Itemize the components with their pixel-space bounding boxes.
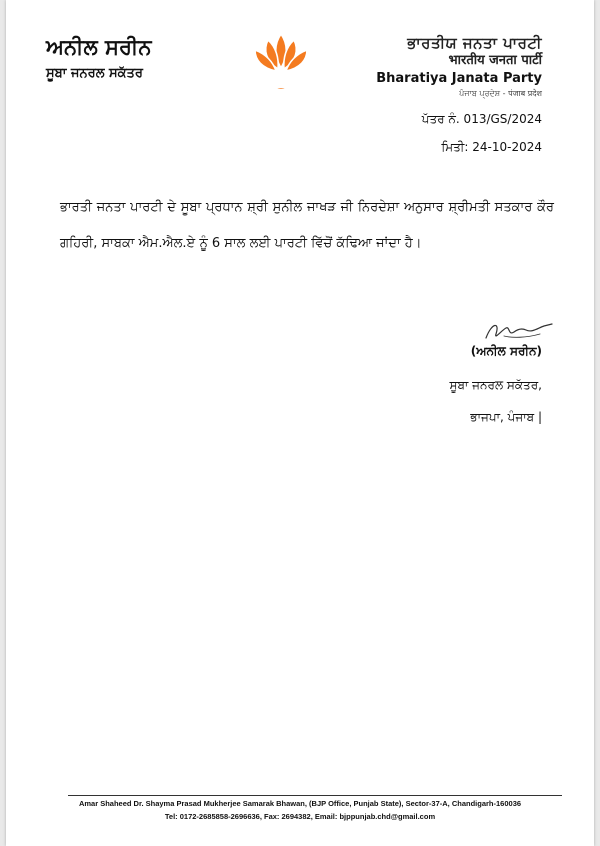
- letter-body: ਭਾਰਤੀ ਜਨਤਾ ਪਾਰਟੀ ਦੇ ਸੂਬਾ ਪ੍ਰਧਾਨ ਸ਼੍ਰੀ ਸੁਨੀਲ ਜਾਖੜ ਜੀ ਨਿਰਦੇਸ਼ਾ ਅਨੁਸਾਰ ਸ਼੍ਰੀਮਤੀ ਸਤਕਾਰ ਕੌਰ ਗਹਿਰੀ, ਸਾਬਕਾ ਐਮ.ਐਲ.ਏ ਨੂੰ 6 ਸਾਲ ਲਈ ਪਾਰਟੀ ਵਿੱਚੋਂ ਕੱਢਿਆ ਜਾਂਦਾ ਹੈ।: [60, 200, 554, 251]
- sender-block: [46, 34, 151, 81]
- party-name-english: Bharatiya Janata Party: [376, 71, 542, 86]
- handwritten-signature: [482, 316, 556, 346]
- footer-address: Amar Shaheed Dr. Shayma Prasad Mukherjee Samarak Bhawan, (BJP Office, Punjab State), Sector-37-A, Chandigarh-160036: [78, 799, 522, 808]
- signatory-organization: ਭਾਜਪਾ, ਪੰਜਾਬ |: [470, 410, 542, 424]
- party-unit: ਪੰਜਾਬ ਪ੍ਰਦੇਸ਼ - पंजाब प्रदेश: [459, 89, 542, 98]
- footer-contact: Tel: 0172-2685858-2696636, Fax: 2694382, Email: bjppunjab.chd@gmail.com: [164, 812, 436, 821]
- signatory-title: ਸੂਬਾ ਜਨਰਲ ਸਕੱਤਰ,: [449, 378, 542, 392]
- sender-title: ਸੂਬਾ ਜਨਰਲ ਸਕੱਤਰ: [46, 66, 143, 81]
- sender-name: ਅਨੀਲ ਸਰੀਨ: [46, 35, 152, 59]
- letterhead-page: [6, 0, 594, 846]
- party-block: [376, 34, 542, 100]
- letter-date: ਮਿਤੀ: 24-10-2024: [441, 140, 542, 154]
- lotus-icon: [248, 30, 314, 94]
- signatory-name: (ਅਨੀਲ ਸਰੀਨ): [470, 344, 542, 358]
- party-name-hindi: भारतीय जनता पार्टी: [448, 53, 542, 68]
- party-name-punjabi: ਭਾਰਤੀਯ ਜਨਤਾ ਪਾਰਟੀ: [407, 34, 542, 52]
- letter-number: ਪੱਤਰ ਨੰ. 013/GS/2024: [421, 112, 542, 126]
- footer-divider: [68, 795, 562, 796]
